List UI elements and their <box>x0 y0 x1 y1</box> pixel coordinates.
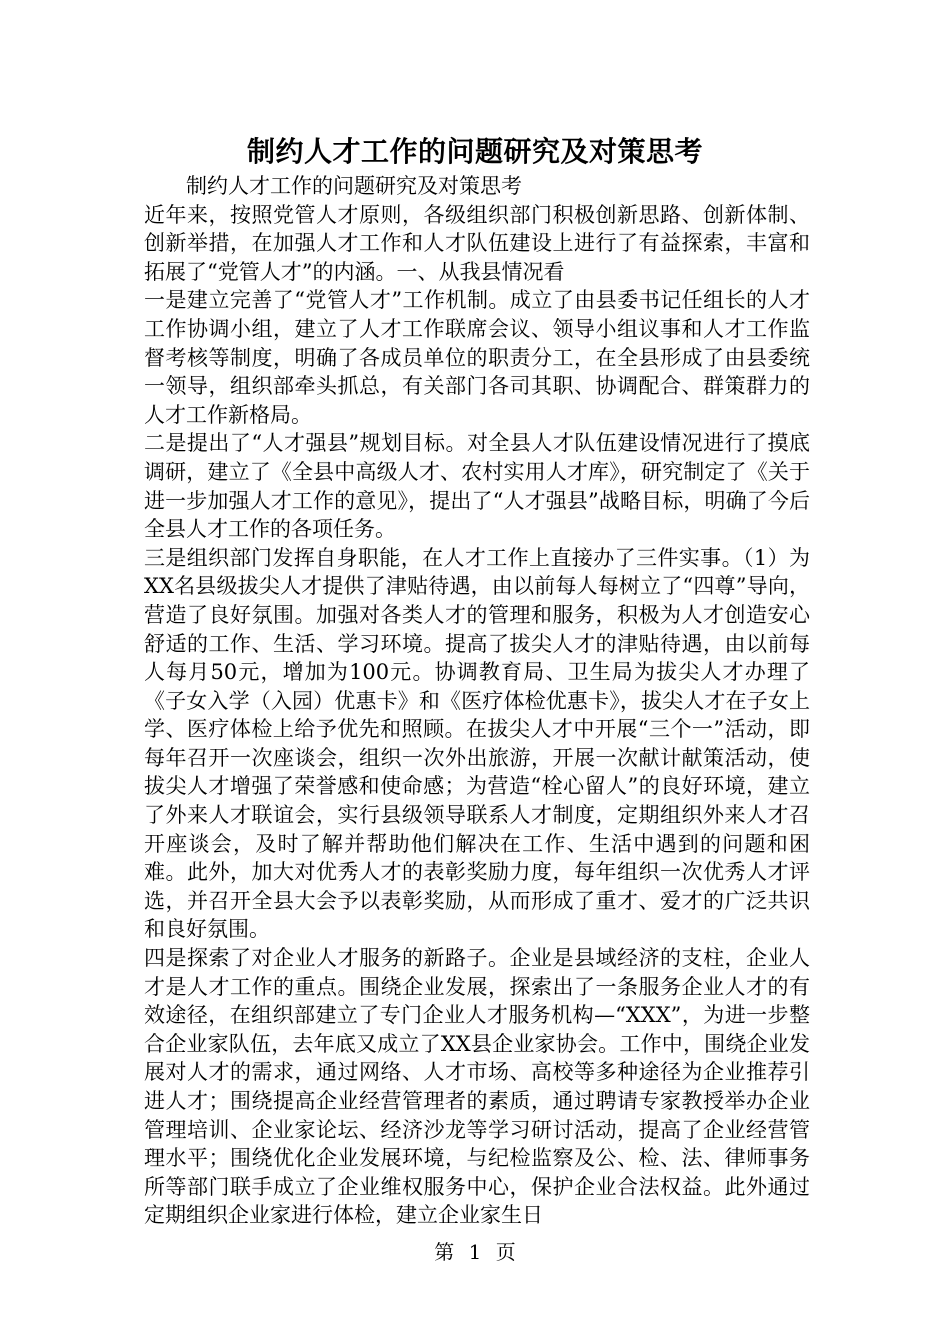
paragraph-third: 三是组织部门发挥自身职能，在人才工作上直接办了三件实事。（1）为XX名县级拔尖人才提供了津贴待遇，由以前每人每树立了“四尊”导向，营造了良好氛围。加强对各类人才的管理和服务，积极为人才创造安心舒适的工作、生活、学习环境。提高了拔尖人才的津贴待遇，由以前每人每月50元，增加为100元。协调教育局、卫生局为拔尖人才办理了《子女入学（入园）优惠卡》和《医疗体检优惠卡》，拔尖人才在子女上学、医疗体检上给予优先和照顾。在拔尖人才中开展“三个一”活动，即每年召开一次座谈会，组织一次外出旅游，开展一次献计献策活动，使拔尖人才增强了荣誉感和使命感；为营造“栓心留人”的良好环境，建立了外来人才联谊会，实行县级领导联系人才制度，定期组织外来人才召开座谈会，及时了解并帮助他们解决在工作、生活中遇到的问题和困难。此外，加大对优秀人才的表彰奖励力度，每年组织一次优秀人才评选，并召开全县大会予以表彰奖励，从而形成了重才、爱才的广泛共识和良好氛围。 <box>144 545 810 942</box>
document-body <box>144 172 810 1230</box>
page-footer <box>0 1238 950 1266</box>
paragraph-first: 一是建立完善了“党管人才”工作机制。成立了由县委书记任组长的人才工作协调小组，建立了人才工作联席会议、领导小组议事和人才工作监督考核等制度，明确了各成员单位的职责分工，在全县形成了由县委统一领导，组织部牵头抓总，有关部门各司其职、协调配合、群策群力的人才工作新格局。 <box>144 288 810 427</box>
paragraph-intro: 近年来，按照党管人才原则，各级组织部门积极创新思路、创新体制、创新举措，在加强人才工作和人才队伍建设上进行了有益探索，丰富和拓展了“党管人才”的内涵。一、从我县情况看 <box>144 202 810 284</box>
document-subtitle: 制约人才工作的问题研究及对策思考 <box>186 174 522 198</box>
document-title: 制约人才工作的问题研究及对策思考 <box>246 135 703 168</box>
paragraph-fourth: 四是探索了对企业人才服务的新路子。企业是县域经济的支柱，企业人才是人才工作的重点。围绕企业发展，探索出了一条服务企业人才的有效途径，在组织部建立了专门企业人才服务机构—“XXX”，为进一步整合企业家队伍，去年底又成立了XX县企业家协会。工作中，围绕企业发展对人才的需求，通过网络、人才市场、高校等多种途径为企业推荐引进人才；围绕提高企业经营管理者的素质，通过聘请专家教授举办企业管理培训、企业家论坛、经济沙龙等学习研讨活动，提高了企业经营管理水平；围绕优化企业发展环境，与纪检监察及公、检、法、律师事务所等部门联手成立了企业维权服务中心，保护企业合法权益。此外通过定期组织企业家进行体检，建立企业家生日 <box>144 946 810 1228</box>
footer-prefix: 第 <box>434 1240 455 1264</box>
footer-suffix: 页 <box>495 1240 516 1264</box>
page-number: 1 <box>468 1240 482 1264</box>
paragraph-second: 二是提出了“人才强县”规划目标。对全县人才队伍建设情况进行了摸底调研，建立了《全县中高级人才、农村实用人才库》，研究制定了《关于进一步加强人才工作的意见》，提出了“人才强县”战略目标，明确了今后全县人才工作的各项任务。 <box>144 431 810 542</box>
